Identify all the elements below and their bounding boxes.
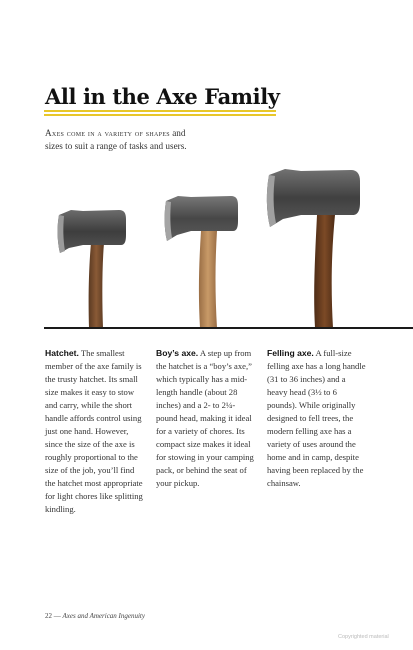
hatchet-text: The smallest member of the axe family is the trusty hatchet. Its small size makes it easy to stow and carry, while the short handle affords control using just one hand. However, since the size of the axe is roughly proportional to the size of the job, you’ll find the hatchet most appropriate for light chores like splitting kindling. [45,348,143,514]
hatchet-image [55,205,135,328]
intro-rest: and sizes to suit a range of tasks and users. [45,128,187,151]
footer-dash: — [53,612,61,620]
felling-axe-column [267,347,367,490]
boys-axe-text: A step up from the hatchet is a “boy’s axe,” which typically has a mid-length handle (about 28 inches) and a 2- to 2¼-pound head, making it ideal for a variety of chores. Its compact size makes it ideal for stowing in your camping pack, or behind the seat of your pickup. [156,348,254,488]
copyright-notice: Copyrighted material [338,634,389,640]
page-title: All in the Axe Family [45,84,280,109]
book-title: Axes and American Ingenuity [62,612,145,620]
intro-lead: Axes come in a variety of shapes [45,128,170,138]
page-footer [45,612,145,620]
boys-axe-image [163,193,243,328]
felling-axe-image [265,167,365,328]
boys-axe-column [156,347,256,490]
title-underline-second [44,114,276,116]
felling-axe-text: A full-size felling axe has a long handle (31 to 36 inches) and a heavy head (3½ to 6 pounds). While originally designed to fell trees, the modern felling axe has a variety of uses around the home and in camp, despite having been replaced by the chainsaw. [267,348,366,488]
hatchet-term: Hatchet. [45,348,79,358]
title-underline [44,110,276,112]
hatchet-column [45,347,145,516]
page-number: 22 [45,612,52,620]
felling-axe-term: Felling axe. [267,348,314,358]
boys-axe-term: Boy’s axe. [156,348,199,358]
intro-paragraph [45,127,205,153]
image-baseline-rule [44,327,413,329]
